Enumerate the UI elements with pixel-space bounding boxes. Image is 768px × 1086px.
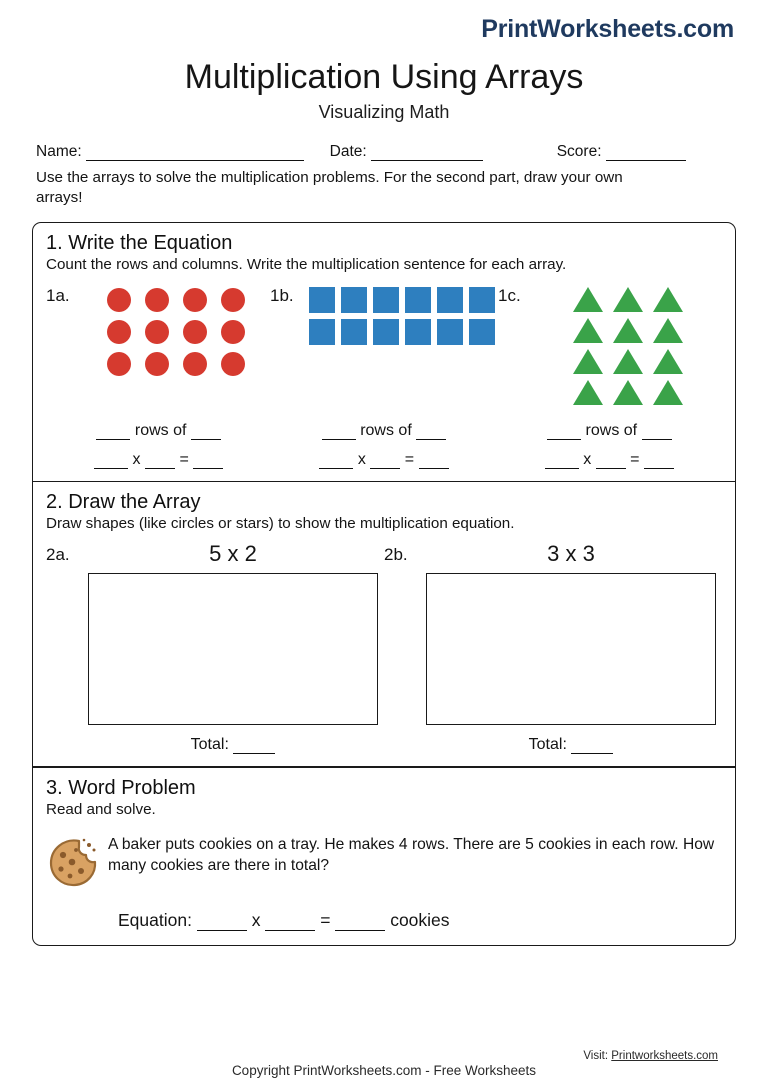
problem-label-1c: 1c. [498, 285, 521, 305]
array-triangle-shape [653, 287, 683, 312]
visit-link-wrap[interactable] [583, 1050, 718, 1062]
times-symbol-1c: x [583, 450, 592, 468]
equation-prompt-2a: 5 x 2 [209, 540, 257, 566]
array-problem-1c [498, 282, 722, 408]
page-footer [0, 1050, 768, 1078]
array-triangle-shape [653, 380, 683, 405]
score-label: Score: [556, 142, 602, 160]
array-triangle-shape [653, 318, 683, 343]
rows-of-line-1b[interactable] [322, 422, 446, 440]
rows-of-text-1c: rows of [585, 421, 638, 439]
array-square-shape [309, 319, 335, 345]
array-row [306, 316, 498, 348]
problem-label-1b: 1b. [270, 285, 294, 305]
visit-url[interactable]: Printworksheets.com [611, 1050, 718, 1062]
array-square-shape [341, 319, 367, 345]
section1-subtitle: Count the rows and columns. Write the multiplication sentence for each array. [46, 255, 567, 273]
array-problem-1a [46, 282, 270, 408]
array-square-shape [469, 319, 495, 345]
array-square-shape [309, 287, 335, 313]
total-label-2b: Total: [528, 735, 567, 753]
blank-cols-1b[interactable] [416, 425, 446, 440]
problem-label-2b: 2b. [384, 544, 408, 564]
equation-label: Equation: [118, 909, 192, 930]
array-circle-shape [183, 320, 207, 344]
array-square-shape [373, 319, 399, 345]
array-triangle-shape [573, 349, 603, 374]
array-circle-shape [145, 352, 169, 376]
blank-product-1b[interactable] [419, 454, 449, 469]
cookie-icon [46, 834, 108, 893]
draw-body-2b [420, 541, 722, 754]
rows-of-line-1c[interactable] [547, 422, 671, 440]
array-triangle-shape [613, 380, 643, 405]
blank-factor1-1b[interactable] [319, 454, 353, 469]
section3-subtitle: Read and solve. [46, 800, 156, 818]
section1-title: 1. Write the Equation [46, 231, 233, 254]
array-square-shape [437, 287, 463, 313]
drawing-area-2b[interactable] [426, 573, 716, 725]
blank-cols-1c[interactable] [642, 425, 672, 440]
section-draw-the-array [32, 481, 736, 767]
blank-eq-product[interactable] [335, 916, 385, 931]
array-triangle-shape [613, 318, 643, 343]
drawing-area-2a[interactable] [88, 573, 378, 725]
equals-symbol-1a: = [179, 450, 189, 468]
blank-eq-factor2[interactable] [265, 916, 315, 931]
blank-factor1-1a[interactable] [94, 454, 128, 469]
equation-prompt-2b: 3 x 3 [547, 540, 595, 566]
score-input-line[interactable] [606, 145, 686, 161]
array-triangle-shape [573, 380, 603, 405]
array-circle-shape [221, 320, 245, 344]
equals-symbol-1c: = [630, 450, 640, 468]
blank-factor2-1c[interactable] [596, 454, 626, 469]
answers-row [46, 422, 722, 469]
total-label-2a: Total: [190, 735, 229, 753]
equation-equals-symbol: = [320, 909, 331, 930]
array-row [100, 316, 252, 348]
array-square-shape [373, 287, 399, 313]
blank-factor2-1a[interactable] [145, 454, 175, 469]
array-circle-shape [183, 352, 207, 376]
brand-header [0, 0, 768, 58]
rows-of-line-1a[interactable] [96, 422, 220, 440]
equation-times-symbol: x [251, 909, 261, 930]
problem-label-2a: 2a. [46, 544, 70, 564]
student-info-row [0, 143, 768, 161]
array-row [568, 346, 688, 377]
date-input-line[interactable] [371, 145, 483, 161]
score-field[interactable] [557, 143, 686, 161]
draw-problem-2a [46, 541, 384, 754]
times-symbol-1a: x [132, 450, 141, 468]
arrays-row [46, 282, 722, 408]
array-graphic-1b [306, 282, 498, 348]
array-square-shape [405, 287, 431, 313]
array-triangle-shape [613, 349, 643, 374]
word-problem-row [46, 834, 722, 893]
array-row [568, 377, 688, 408]
equation-line-1c[interactable] [545, 451, 674, 469]
draw-body-2a [82, 541, 384, 754]
blank-cols-1a[interactable] [191, 425, 221, 440]
blank-rows-1b[interactable] [322, 425, 356, 440]
rows-of-text-1b: rows of [360, 421, 412, 439]
section-word-problem [32, 768, 736, 946]
equation-unit-label: cookies [390, 909, 450, 930]
array-circle-shape [145, 320, 169, 344]
rows-of-text-1a: rows of [134, 421, 187, 439]
array-graphic-1a [82, 282, 270, 380]
copyright-text: Copyright PrintWorksheets.com - Free Worksheets [231, 1063, 537, 1078]
draw-problem-2b [384, 541, 722, 754]
array-circle-shape [107, 288, 131, 312]
blank-rows-1c[interactable] [547, 425, 581, 440]
array-circle-shape [107, 320, 131, 344]
array-circle-shape [145, 288, 169, 312]
answer-group-1b [271, 422, 496, 469]
word-problem-text: A baker puts cookies on a tray. He makes 4 rows. There are 5 cookies in each row. How many cookies are there in total? [108, 835, 715, 874]
date-label: Date: [329, 142, 367, 160]
date-field[interactable] [330, 143, 483, 161]
section-write-the-equation [32, 222, 736, 481]
blank-eq-factor1[interactable] [197, 916, 247, 931]
array-circle-shape [221, 352, 245, 376]
array-row [306, 284, 498, 316]
blank-total-2a[interactable] [233, 739, 275, 754]
page-title: Multiplication Using Arrays [184, 58, 584, 96]
array-row [100, 284, 252, 316]
blank-factor1-1c[interactable] [545, 454, 579, 469]
answer-group-1c [497, 422, 722, 469]
array-square-shape [341, 287, 367, 313]
section3-title: 3. Word Problem [46, 776, 196, 799]
name-input-line[interactable] [86, 145, 304, 161]
array-graphic-1c [534, 282, 722, 408]
visit-prefix: Visit: [583, 1050, 612, 1062]
brand-logo: PrintWorksheets.com [481, 14, 734, 43]
times-symbol-1b: x [357, 450, 366, 468]
array-row [568, 315, 688, 346]
section2-subtitle: Draw shapes (like circles or stars) to show the multiplication equation. [46, 514, 515, 532]
blank-product-1c[interactable] [644, 454, 674, 469]
equals-symbol-1b: = [404, 450, 415, 468]
array-square-shape [469, 287, 495, 313]
section2-title: 2. Draw the Array [46, 490, 201, 513]
array-square-shape [405, 319, 431, 345]
array-triangle-shape [573, 318, 603, 343]
array-triangle-shape [613, 287, 643, 312]
page-subtitle: Visualizing Math [318, 101, 450, 122]
array-triangle-shape [573, 287, 603, 312]
equation-line-1a[interactable] [94, 451, 223, 469]
answer-group-1a [46, 422, 271, 469]
problem-label-1a: 1a. [46, 285, 70, 305]
instructions-text: Use the arrays to solve the multiplication problems. For the second part, draw your own arrays! [36, 168, 623, 206]
blank-total-2b[interactable] [571, 739, 613, 754]
blank-product-1a[interactable] [193, 454, 223, 469]
draw-row [46, 541, 722, 754]
array-circle-shape [221, 288, 245, 312]
name-field[interactable] [36, 143, 304, 161]
array-circle-shape [107, 352, 131, 376]
total-line-2b[interactable] [529, 736, 614, 754]
array-square-shape [437, 319, 463, 345]
name-label: Name: [36, 142, 82, 160]
blank-factor2-1b[interactable] [370, 454, 400, 469]
word-problem-equation-line[interactable] [118, 910, 722, 931]
array-row [100, 348, 252, 380]
equation-line-1b[interactable] [319, 451, 448, 469]
blank-rows-1a[interactable] [96, 425, 130, 440]
array-problem-1b [270, 282, 498, 408]
array-triangle-shape [653, 349, 683, 374]
array-row [568, 284, 688, 315]
array-circle-shape [183, 288, 207, 312]
total-line-2a[interactable] [191, 736, 276, 754]
